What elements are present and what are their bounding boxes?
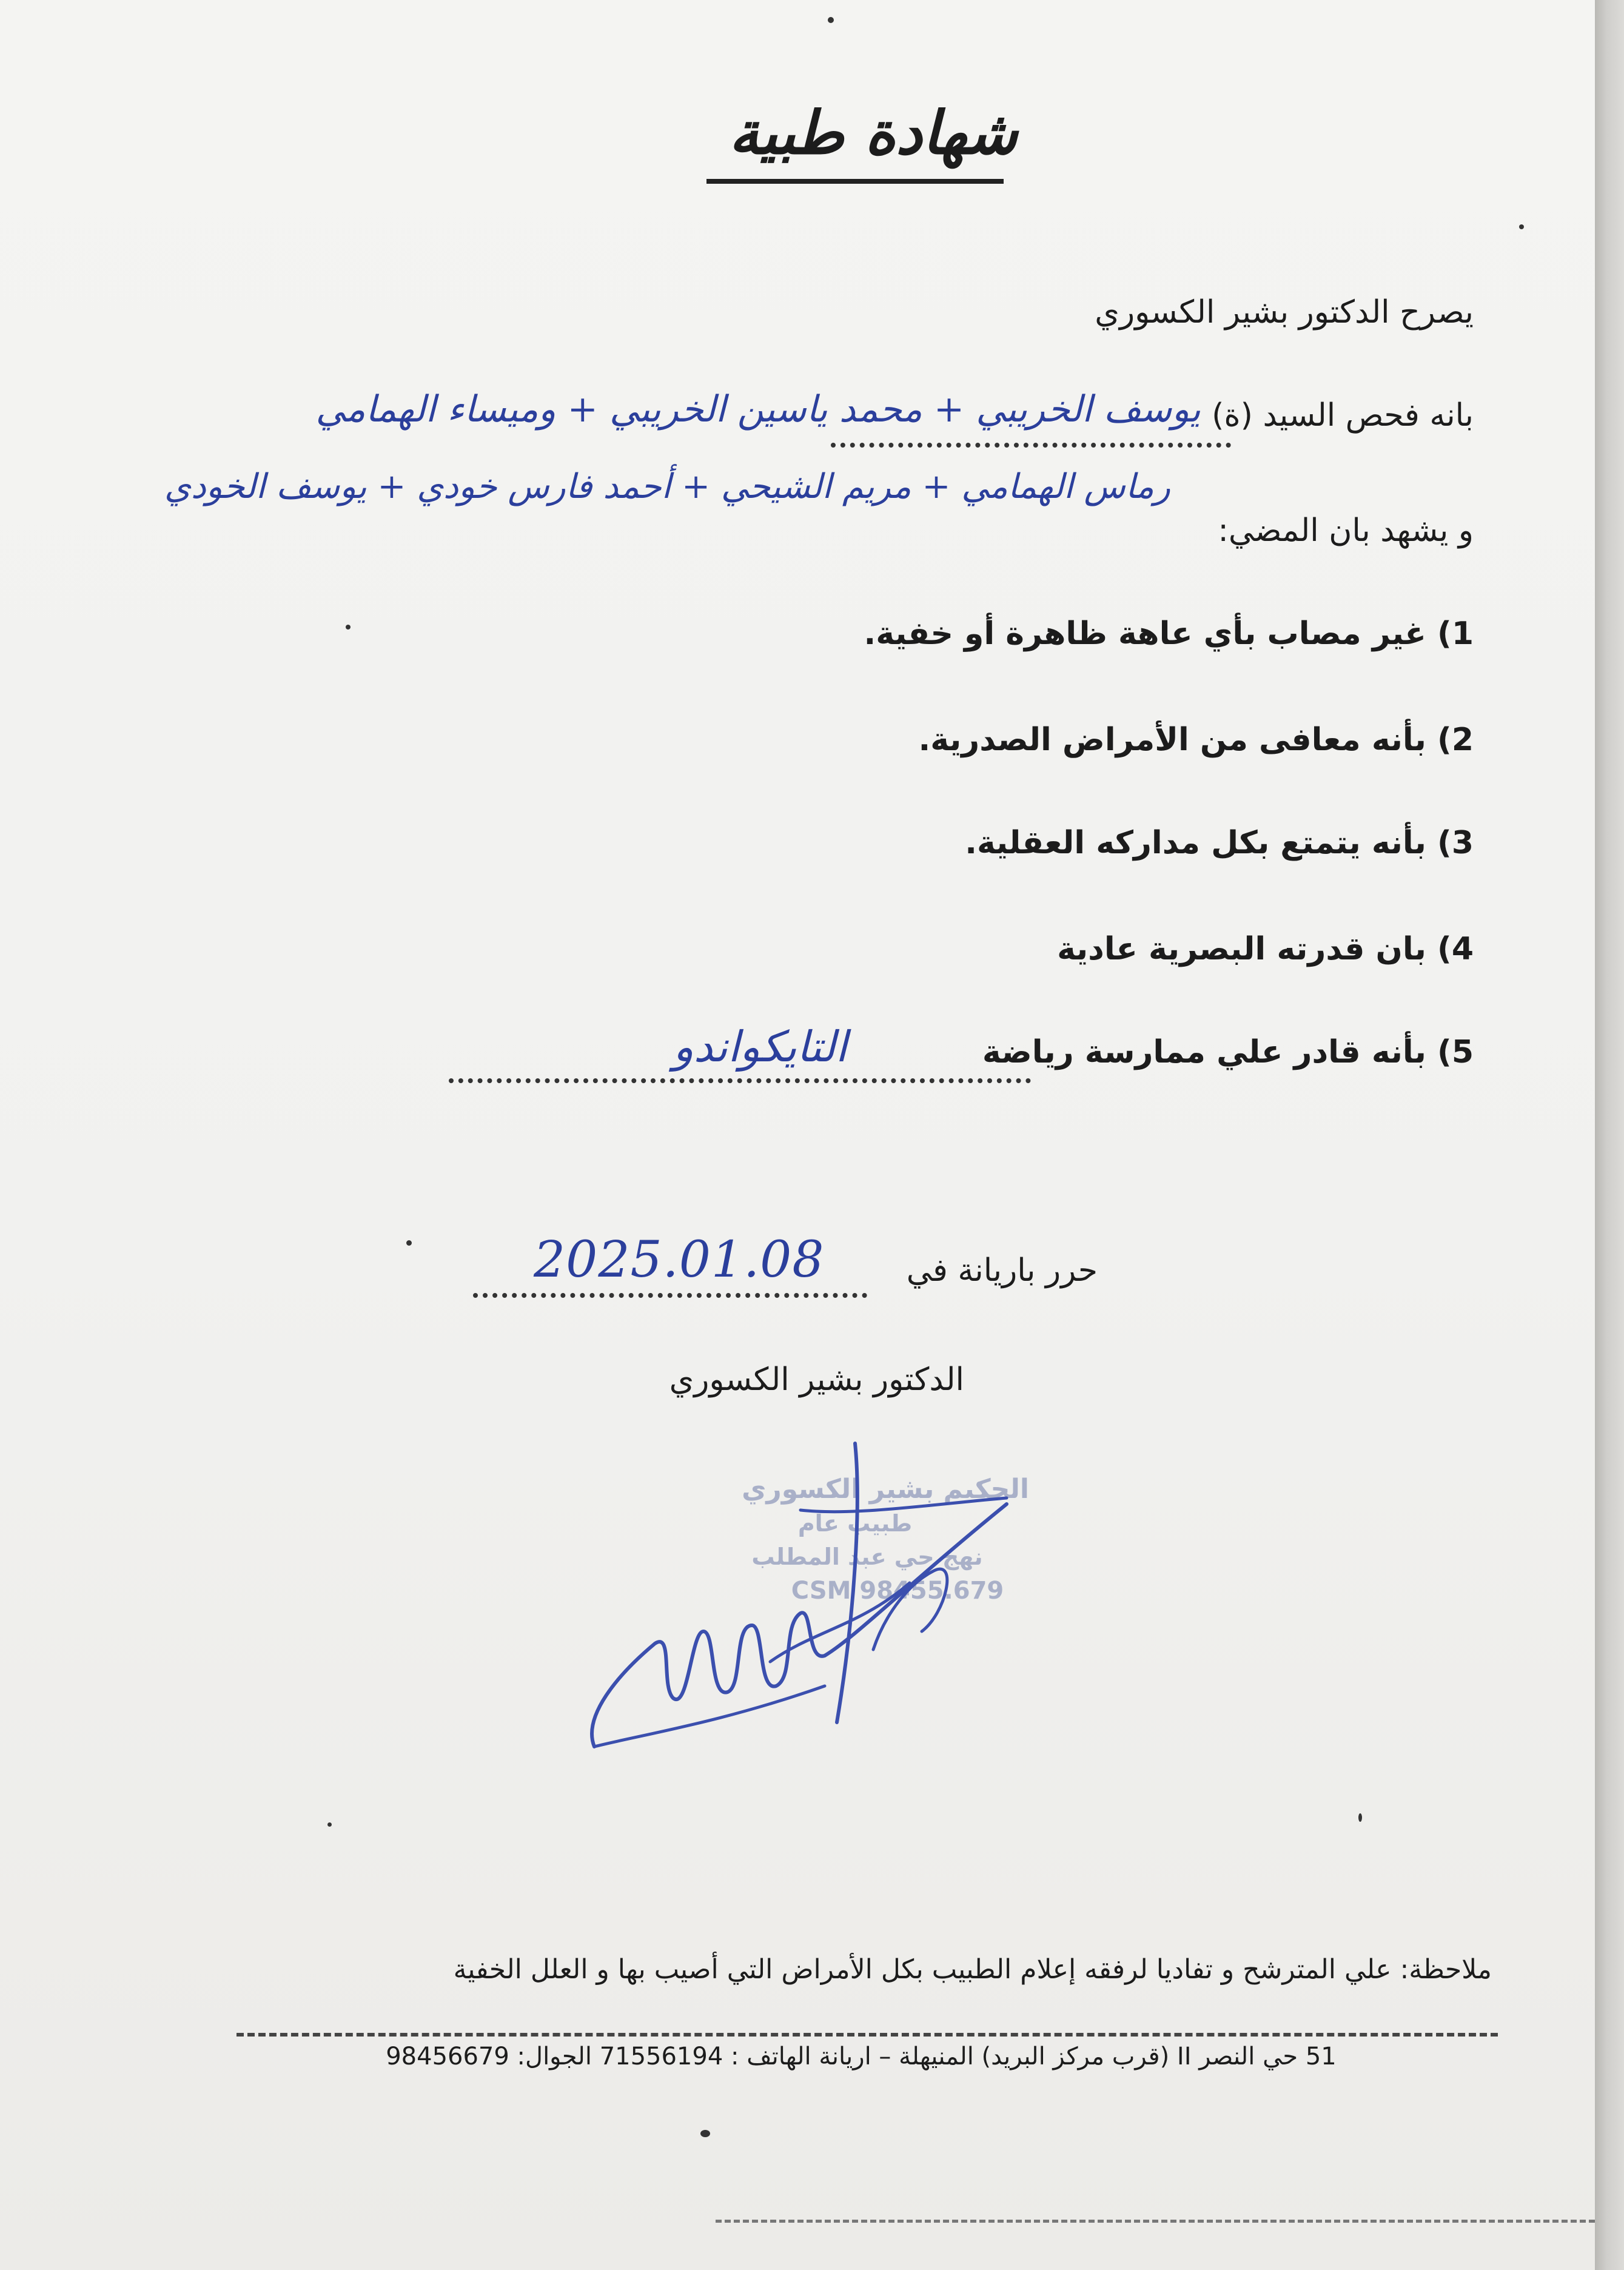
- item-3: 3) بأنه يتمتع بكل مداركه العقلية.: [965, 825, 1474, 861]
- handwritten-patients-line-2: رماس الهمامي + مريم الشيحي + أحمد فارس خودي + يوسف الخودي: [164, 467, 1170, 506]
- attest-label: و يشهد بان المضي:: [1218, 512, 1474, 549]
- stamp-line-1: الحكيم بشير الكسوري: [742, 1474, 1029, 1505]
- certificate-title: شهادة طبية: [729, 98, 1018, 168]
- footer-separator: [237, 2033, 1498, 2037]
- date-dotted-line: [473, 1293, 867, 1298]
- handwritten-patients-line-1: يوسف الخريبي + محمد ياسين الخريبي + وميساء الهمامي: [315, 388, 1201, 431]
- doctor-signature: [570, 1431, 1055, 1771]
- exam-label: بانه فحص السيد (ة): [1212, 397, 1474, 434]
- sport-dotted-line: [449, 1078, 1031, 1083]
- item-2: 2) بأنه معافى من الأمراض الصدرية.: [918, 722, 1474, 758]
- place-label: حرر باريانة في: [906, 1252, 1098, 1289]
- doctor-intro: يصرح الدكتور بشير الكسوري: [1095, 294, 1474, 331]
- title-underline: [706, 179, 1004, 184]
- patient-name-dotted-line: [831, 443, 1231, 448]
- signatory-name: الدكتور بشير الكسوري: [669, 1362, 964, 1398]
- stamp-line-3: نهج حي عبد المطلب: [751, 1543, 983, 1570]
- paper-speck: [406, 1240, 412, 1246]
- paper-speck: [346, 625, 351, 630]
- paper-speck: [828, 17, 834, 23]
- item-4: 4) بان قدرته البصرية عادية: [1057, 931, 1474, 967]
- item-5: 5) بأنه قادر علي ممارسة رياضة: [982, 1034, 1474, 1070]
- item-1: 1) غير مصاب بأي عاهة ظاهرة أو خفية.: [864, 616, 1474, 652]
- paper-speck: [327, 1822, 332, 1827]
- paper-speck: [700, 2130, 710, 2137]
- bottom-dashed-rule: [716, 2220, 1595, 2223]
- paper-edge-shadow: [1595, 0, 1624, 2270]
- paper-speck: [1358, 1813, 1362, 1822]
- stamp-line-2: طبيب عام: [797, 1510, 913, 1537]
- stamp-line-4: CSM 98455.679: [791, 1577, 1004, 1605]
- handwritten-sport: التايكواندو: [673, 1022, 848, 1072]
- candidate-note: ملاحظة: علي المترشح و تفاديا لرفقه إعلام الطبيب بكل الأمراض التي أصيب بها و العلل الخفية: [453, 1954, 1492, 1985]
- clinic-address: 51 حي النصر II (قرب مركز البريد) المنيهلة – اريانة الهاتف : 71556194 الجوال: 98456679: [386, 2043, 1337, 2070]
- paper-speck: [1519, 224, 1524, 229]
- handwritten-date: 2025.01.08: [534, 1231, 825, 1289]
